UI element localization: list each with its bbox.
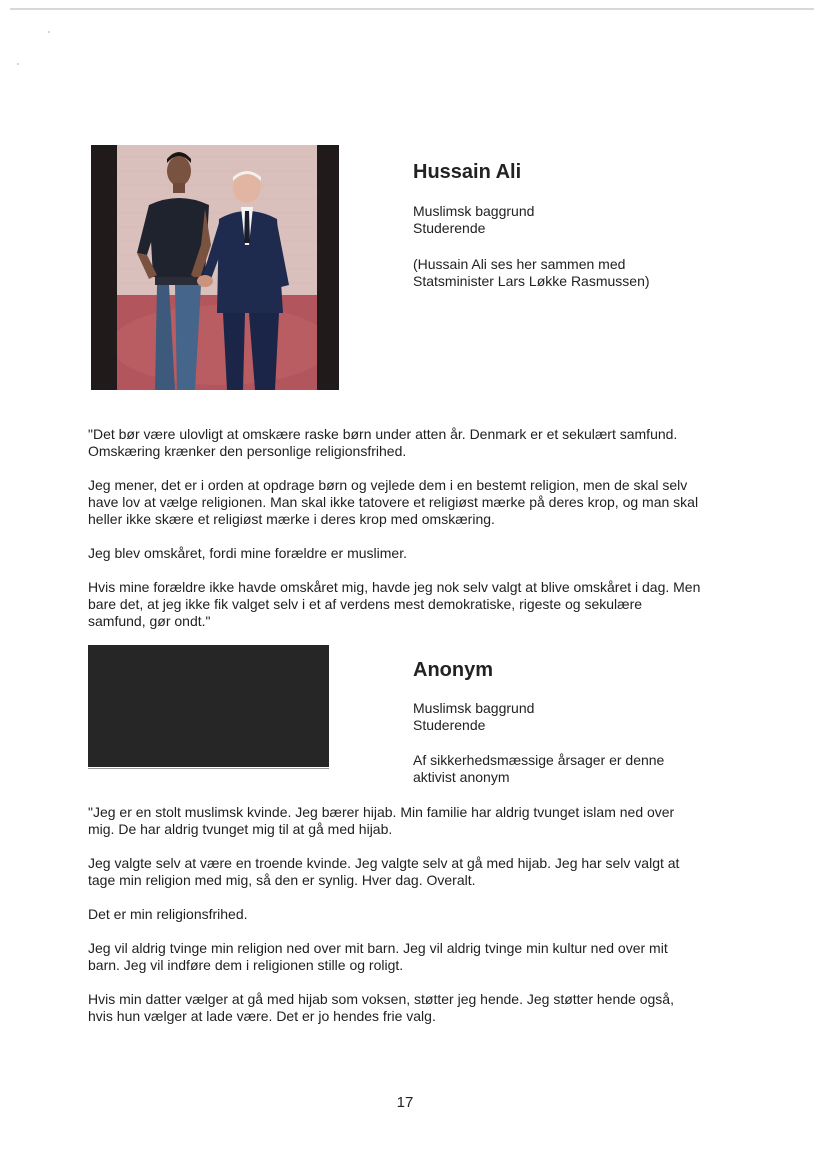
photo-illustration <box>91 145 339 390</box>
quote-paragraph <box>88 940 738 974</box>
quote-paragraph <box>88 991 738 1025</box>
anonymity-note-line: Af sikkerhedsmæssige årsager er denne <box>413 752 665 768</box>
quote-paragraph <box>88 804 738 838</box>
quote-paragraph <box>88 579 738 630</box>
quote-paragraph <box>88 426 738 460</box>
quote-line: have lov at vælge religionen. Man skal ikke tatovere et religiøst mærke på deres krop, og man skal <box>88 494 699 510</box>
quote-line: mig. De har aldrig tvunget mig til at gå med hijab. <box>88 821 393 837</box>
quote-paragraph <box>88 906 738 923</box>
quote-line: Jeg valgte selv at være en troende kvinde. Jeg valgte selv at gå med hijab. Jeg har selv valgt at <box>88 855 680 871</box>
scan-speck <box>17 63 19 65</box>
profile-occupation: Studerende <box>413 717 486 733</box>
profile-name: Anonym <box>413 659 493 681</box>
quote-paragraph <box>88 855 738 889</box>
quote-paragraph <box>88 545 738 562</box>
photo-caption-line: Statsminister Lars Løkke Rasmussen) <box>413 273 650 289</box>
quote-line: Hvis min datter vælger at gå med hijab som voksen, støtter jeg hende. Jeg støtter hende også, <box>88 991 674 1007</box>
profile-background: Muslimsk baggrund <box>413 700 535 716</box>
profile-photo-hussain-ali <box>91 145 339 390</box>
quote-line: "Det bør være ulovligt at omskære raske børn under atten år. Denmark er et sekulært samfund. <box>88 426 678 442</box>
scan-top-edge <box>10 8 814 10</box>
quote-line: Hvis mine forældre ikke havde omskåret mig, havde jeg nok selv valgt at blive omskåret i dag. Men <box>88 579 701 595</box>
quote-block-hussain-ali <box>88 426 738 647</box>
profile-background: Muslimsk baggrund <box>413 203 535 219</box>
quote-line: Jeg vil aldrig tvinge min religion ned over mit barn. Jeg vil aldrig tvinge min kultur ned over mit <box>88 940 668 956</box>
profile-name: Hussain Ali <box>413 161 522 183</box>
page-number: 17 <box>396 1094 414 1111</box>
quote-line: Omskæring krænker den personlige religionsfrihed. <box>88 443 407 459</box>
quote-paragraph <box>88 477 738 528</box>
redacted-photo <box>88 645 329 767</box>
quote-line: tage min religion med mig, så den er synlig. Hver dag. Overalt. <box>88 872 476 888</box>
quote-line: samfund, gør ondt." <box>88 613 211 629</box>
quote-line: Det er min religionsfrihed. <box>88 906 248 922</box>
redacted-photo-underline <box>88 768 329 769</box>
quote-line: Jeg mener, det er i orden at opdrage børn og vejlede dem i en bestemt religion, men de skal selv <box>88 477 688 493</box>
quote-line: hvis hun vælger at lade være. Det er jo hendes frie valg. <box>88 1008 436 1024</box>
quote-line: Jeg blev omskåret, fordi mine forældre er muslimer. <box>88 545 407 561</box>
quote-line: heller ikke skære et religiøst mærke i deres krop med omskæring. <box>88 511 495 527</box>
quote-block-anonym <box>88 804 738 1042</box>
quote-line: bare det, at jeg ikke fik valget selv i et af verdens mest demokratiske, rigeste og sekulære <box>88 596 643 612</box>
scan-speck <box>48 31 50 33</box>
profile-occupation: Studerende <box>413 220 486 236</box>
anonymity-note-line: aktivist anonym <box>413 769 510 785</box>
photo-caption-line: (Hussain Ali ses her sammen med <box>413 256 626 272</box>
quote-line: barn. Jeg vil indføre dem i religionen stille og roligt. <box>88 957 404 973</box>
quote-line: "Jeg er en stolt muslimsk kvinde. Jeg bærer hijab. Min familie har aldrig tvunget islam ned over <box>88 804 675 820</box>
